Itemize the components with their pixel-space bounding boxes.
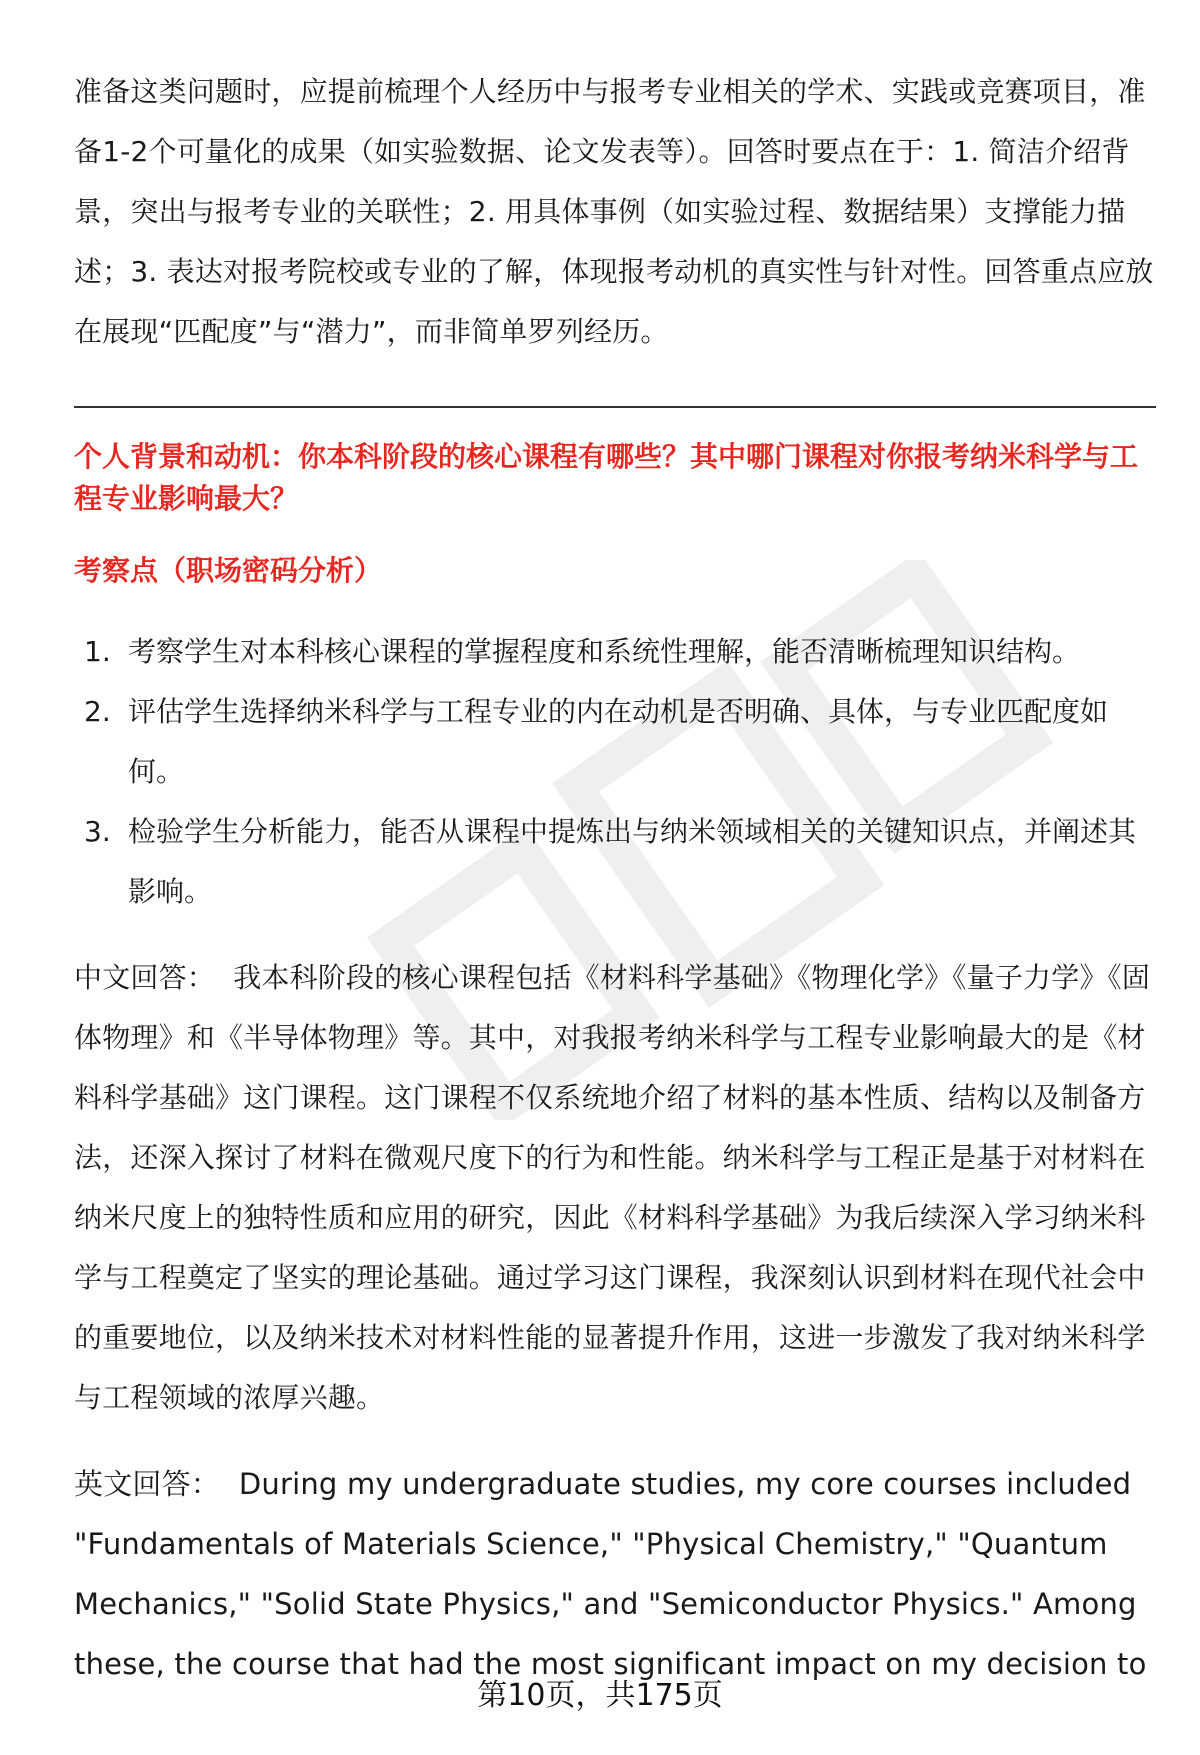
list-item — [74, 682, 1154, 802]
list-item-text: 评估学生选择纳米科学与工程专业的内在动机是否明确、具体，与专业匹配度如何。 — [128, 695, 1109, 788]
intro-section — [74, 62, 1154, 362]
question-heading: 个人背景和动机：你本科阶段的核心课程有哪些？其中哪门课程对你报考纳米科学与工程专业影响最大？ — [74, 440, 1139, 515]
list-number: 3. — [84, 815, 111, 848]
page-footer: 第10页，共175页 — [477, 1678, 723, 1713]
assessment-points — [74, 622, 1154, 922]
chinese-answer — [74, 948, 1154, 1428]
english-answer — [74, 1454, 1164, 1694]
chinese-answer-text: 我本科阶段的核心课程包括《材料科学基础》《物理化学》《量子力学》《固体物理》和《半导体物理》等。其中，对我报考纳米科学与工程专业影响最大的是《材料科学基础》这门课程。这门课程不仅系统地介绍了材料的基本性质、结构以及制备方法，还深入探讨了材料在微观尺度下的行为和性能。纳米科学与工程正是基于对材料在纳米尺度上的独特性质和应用的研究，因此《材料科学基础》为我后续深入学习纳米科学与工程奠定了坚实的理论基础。通过学习这门课程，我深刻认识到材料在现代社会中的重要地位，以及纳米技术对材料性能的显著提升作用，这进一步激发了我对纳米科学与工程领域的浓厚兴趣。 — [74, 961, 1151, 1414]
list-item-text: 考察学生对本科核心课程的掌握程度和系统性理解，能否清晰梳理知识结构。 — [128, 635, 1081, 668]
english-answer-label: 英文回答： — [74, 1467, 221, 1501]
list-number: 2. — [84, 695, 111, 728]
assessment-title: 考察点（职场密码分析） — [74, 554, 383, 587]
list-item — [74, 802, 1154, 922]
english-answer-paragraph — [74, 1454, 1164, 1694]
english-answer-text: During my undergraduate studies, my core courses included "Fundamentals of Materials Science," "Physical Chemistry," "Quantum Mechanics," "Solid State Physics," and "Semiconductor Physics." Among these, the course that had the most significant impact on my decision to — [74, 1467, 1147, 1681]
list-item-text: 检验学生分析能力，能否从课程中提炼出与纳米领域相关的关键知识点，并阐述其影响。 — [128, 815, 1137, 908]
chinese-answer-label: 中文回答： — [74, 961, 216, 994]
list-number: 1. — [84, 635, 111, 668]
chinese-answer-paragraph — [74, 948, 1154, 1428]
section-divider — [74, 406, 1156, 408]
list-item — [74, 622, 1154, 682]
intro-paragraph: 准备这类问题时，应提前梳理个人经历中与报考专业相关的学术、实践或竞赛项目，准备1-2个可量化的成果（如实验数据、论文发表等）。回答时要点在于：1. 简洁介绍背景，突出与报考专业的关联性；2. 用具体事例（如实验过程、数据结果）支撑能力描述；3. 表达对报考院校或专业的了解，体现报考动机的真实性与针对性。回答重点应放在展现“匹配度”与“潜力”，而非简单罗列经历。 — [74, 75, 1154, 348]
